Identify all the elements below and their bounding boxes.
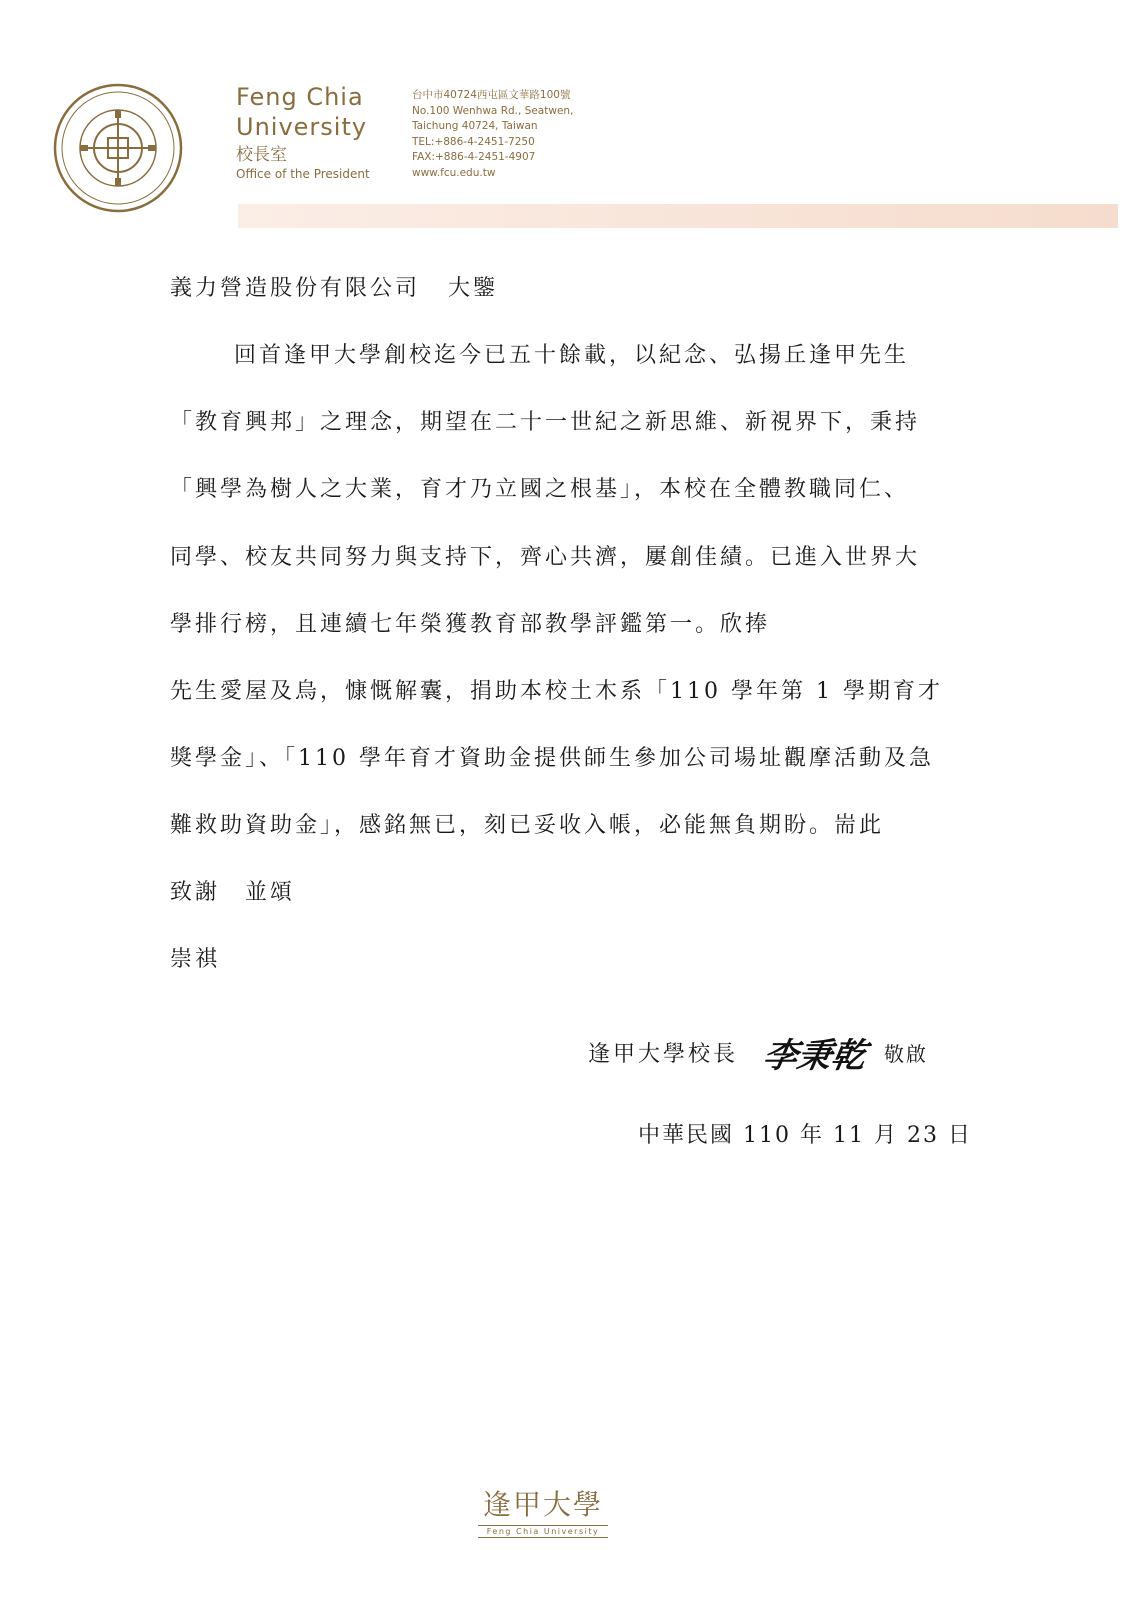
recipient-name: 義力營造股份有限公司	[170, 276, 421, 301]
salutation	[170, 271, 498, 302]
university-name-line2: University	[236, 113, 368, 141]
letter-date: 中華民國 110 年 11 月 23 日	[638, 1123, 972, 1148]
contact-info	[412, 88, 573, 181]
footer-logo-en: Feng Chia University	[478, 1525, 608, 1538]
signer-title: 逢甲大學校長	[588, 1042, 739, 1067]
office-name-en: Office of the President	[236, 167, 370, 181]
address-zh: 台中市40724西屯區文華路100號	[412, 89, 571, 101]
closing-line-thanks: 致謝 並頌	[170, 880, 296, 905]
body-line-6: 先生愛屋及烏，慷慨解囊，捐助本校土木系「110 學年第 1 學期育才	[170, 679, 943, 704]
body-line-8: 難救助資助金」，感銘無已，刻已妥收入帳，必能無負期盼。耑此	[170, 813, 885, 838]
body-line-7: 獎學金」、「110 學年育才資助金提供師生參加公司場址觀摩活動及急	[170, 746, 934, 771]
recipient-honorific: 大鑒	[448, 276, 499, 301]
letterhead-band	[238, 204, 1118, 228]
signature-block	[588, 1028, 928, 1077]
body-line-3: 「興學為樹人之大業，育才乃立國之根基」，本校在全體教職同仁、	[170, 477, 910, 502]
university-name-line1: Feng Chia	[236, 83, 364, 111]
address-en-1: No.100 Wenhwa Rd., Seatwen,	[412, 104, 574, 117]
footer-logo-zh: 逢甲大學	[482, 1488, 603, 1521]
handwritten-signature: 李秉乾	[759, 1036, 869, 1076]
body-line-2: 「教育興邦」之理念，期望在二十一世紀之新思維、新視界下，秉持	[170, 410, 921, 435]
telephone: TEL:+886-4-2451-7250	[412, 135, 535, 148]
footer-logo	[478, 1483, 608, 1538]
closing-line-regards: 崇祺	[170, 947, 221, 972]
address-en-2: Taichung 40724, Taiwan	[412, 120, 538, 132]
body-line-1: 回首逢甲大學創校迄今已五十餘載，以紀念、弘揚丘逢甲先生	[234, 343, 910, 368]
fax: FAX:+886-4-2451-4907	[412, 151, 536, 163]
office-name-zh: 校長室	[236, 145, 287, 165]
body-line-4: 同學、校友共同努力與支持下，齊心共濟，屢創佳績。已進入世界大	[170, 545, 921, 570]
university-seal-logo	[52, 82, 184, 214]
website: www.fcu.edu.tw	[412, 166, 496, 179]
closing-word: 敬啟	[884, 1042, 929, 1066]
university-brand	[236, 82, 370, 183]
body-line-5: 學排行榜，且連續七年榮獲教育部教學評鑑第一。欣捧	[170, 612, 771, 637]
